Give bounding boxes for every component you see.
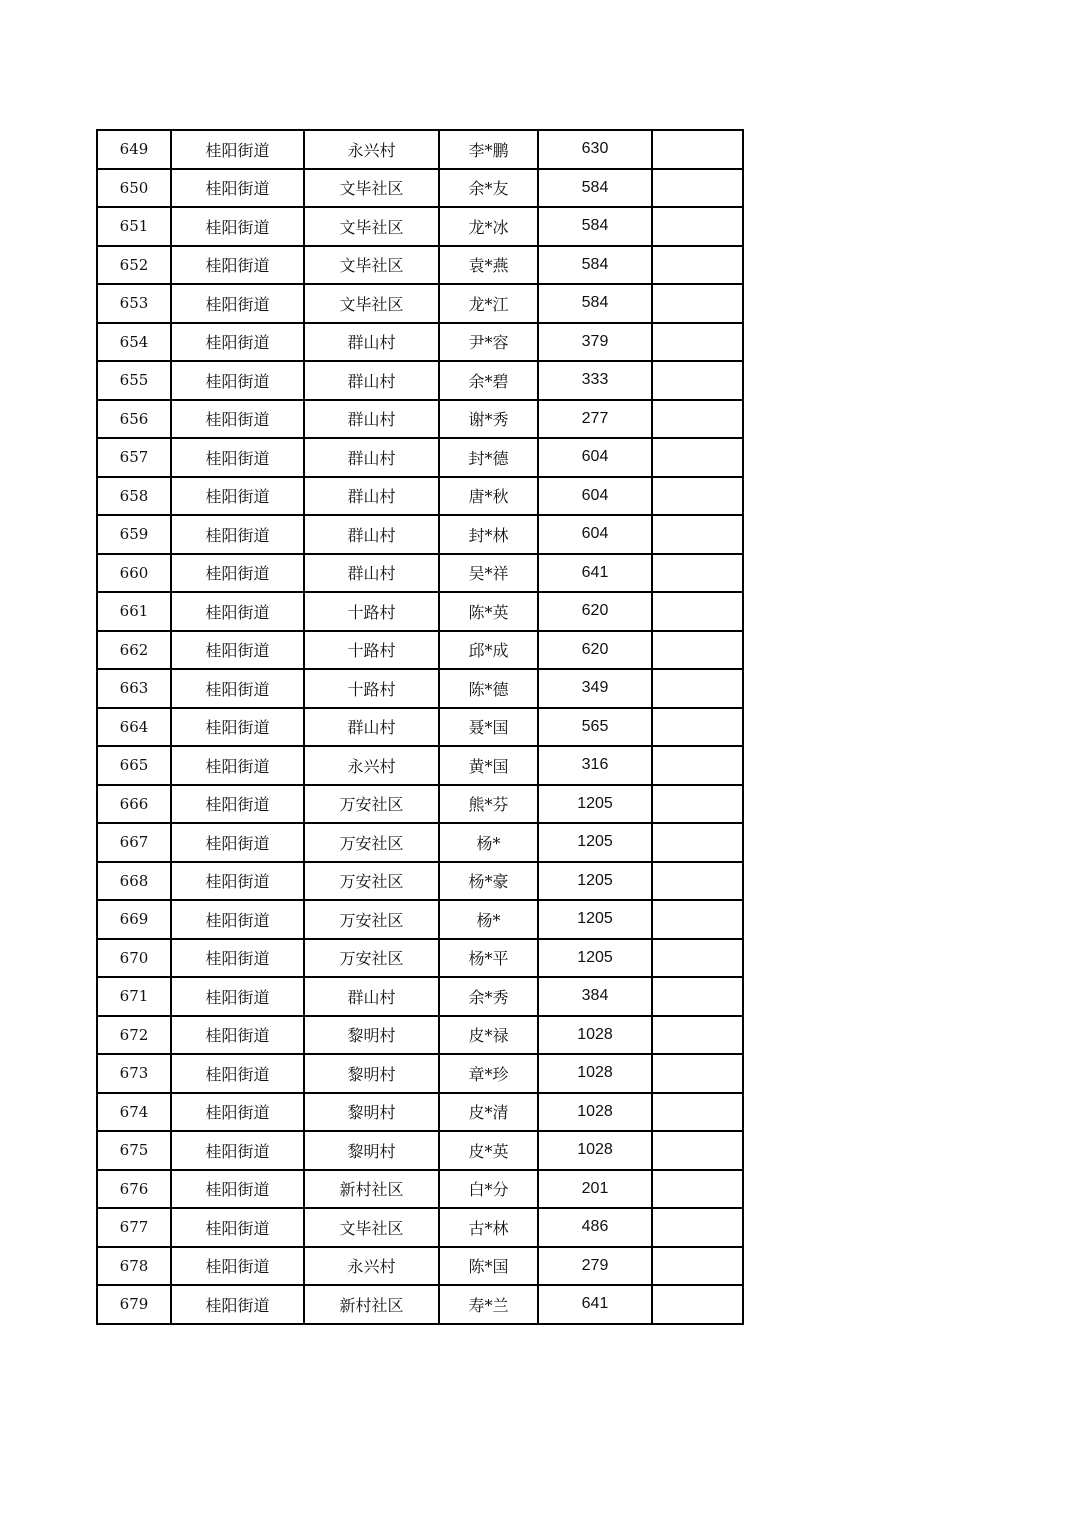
amount-cell: 349 [538, 669, 652, 708]
row-number-cell: 668 [97, 862, 171, 901]
name-cell: 余*秀 [439, 977, 538, 1016]
amount-cell: 584 [538, 246, 652, 285]
village-cell: 文毕社区 [304, 284, 439, 323]
name-cell: 袁*燕 [439, 246, 538, 285]
table-row [97, 169, 743, 208]
town-cell: 桂阳街道 [171, 746, 304, 785]
town-cell: 桂阳街道 [171, 977, 304, 1016]
note-cell [652, 400, 743, 439]
row-number-cell: 674 [97, 1093, 171, 1132]
table-row [97, 823, 743, 862]
amount-cell: 604 [538, 515, 652, 554]
amount-cell: 584 [538, 207, 652, 246]
row-number-cell: 660 [97, 554, 171, 593]
village-cell: 文毕社区 [304, 246, 439, 285]
note-cell [652, 939, 743, 978]
note-cell [652, 1093, 743, 1132]
name-cell: 邱*成 [439, 631, 538, 670]
note-cell [652, 323, 743, 362]
table-row [97, 284, 743, 323]
name-cell: 龙*冰 [439, 207, 538, 246]
amount-cell: 630 [538, 130, 652, 169]
note-cell [652, 592, 743, 631]
village-cell: 群山村 [304, 554, 439, 593]
note-cell [652, 515, 743, 554]
row-number-cell: 676 [97, 1170, 171, 1209]
name-cell: 杨* [439, 900, 538, 939]
table-row [97, 1285, 743, 1324]
note-cell [652, 207, 743, 246]
town-cell: 桂阳街道 [171, 130, 304, 169]
row-number-cell: 666 [97, 785, 171, 824]
table-row [97, 361, 743, 400]
town-cell: 桂阳街道 [171, 438, 304, 477]
name-cell: 古*林 [439, 1208, 538, 1247]
amount-cell: 641 [538, 1285, 652, 1324]
note-cell [652, 785, 743, 824]
village-cell: 群山村 [304, 361, 439, 400]
amount-cell: 565 [538, 708, 652, 747]
name-cell: 谢*秀 [439, 400, 538, 439]
name-cell: 陈*英 [439, 592, 538, 631]
table-row [97, 1016, 743, 1055]
village-cell: 文毕社区 [304, 169, 439, 208]
village-cell: 群山村 [304, 515, 439, 554]
note-cell [652, 1054, 743, 1093]
table-row [97, 708, 743, 747]
amount-cell: 486 [538, 1208, 652, 1247]
name-cell: 皮*禄 [439, 1016, 538, 1055]
note-cell [652, 746, 743, 785]
table-row [97, 1208, 743, 1247]
name-cell: 陈*德 [439, 669, 538, 708]
town-cell: 桂阳街道 [171, 400, 304, 439]
town-cell: 桂阳街道 [171, 477, 304, 516]
note-cell [652, 284, 743, 323]
town-cell: 桂阳街道 [171, 631, 304, 670]
village-cell: 黎明村 [304, 1131, 439, 1170]
name-cell: 尹*容 [439, 323, 538, 362]
amount-cell: 584 [538, 284, 652, 323]
town-cell: 桂阳街道 [171, 1131, 304, 1170]
row-number-cell: 673 [97, 1054, 171, 1093]
name-cell: 封*林 [439, 515, 538, 554]
village-cell: 新村社区 [304, 1285, 439, 1324]
amount-cell: 641 [538, 554, 652, 593]
table-row [97, 246, 743, 285]
row-number-cell: 662 [97, 631, 171, 670]
row-number-cell: 657 [97, 438, 171, 477]
town-cell: 桂阳街道 [171, 1170, 304, 1209]
town-cell: 桂阳街道 [171, 900, 304, 939]
village-cell: 黎明村 [304, 1093, 439, 1132]
note-cell [652, 1170, 743, 1209]
note-cell [652, 1131, 743, 1170]
village-cell: 群山村 [304, 400, 439, 439]
note-cell [652, 169, 743, 208]
amount-cell: 316 [538, 746, 652, 785]
table-row [97, 939, 743, 978]
amount-cell: 604 [538, 477, 652, 516]
table-row [97, 207, 743, 246]
village-cell: 新村社区 [304, 1170, 439, 1209]
note-cell [652, 1247, 743, 1286]
name-cell: 余*碧 [439, 361, 538, 400]
note-cell [652, 823, 743, 862]
row-number-cell: 671 [97, 977, 171, 1016]
row-number-cell: 649 [97, 130, 171, 169]
name-cell: 聂*国 [439, 708, 538, 747]
name-cell: 黄*国 [439, 746, 538, 785]
amount-cell: 620 [538, 631, 652, 670]
table-row [97, 1131, 743, 1170]
amount-cell: 1028 [538, 1016, 652, 1055]
name-cell: 熊*芬 [439, 785, 538, 824]
row-number-cell: 670 [97, 939, 171, 978]
town-cell: 桂阳街道 [171, 1054, 304, 1093]
row-number-cell: 661 [97, 592, 171, 631]
table-row [97, 477, 743, 516]
row-number-cell: 654 [97, 323, 171, 362]
town-cell: 桂阳街道 [171, 1208, 304, 1247]
town-cell: 桂阳街道 [171, 1016, 304, 1055]
amount-cell: 384 [538, 977, 652, 1016]
row-number-cell: 652 [97, 246, 171, 285]
table-row [97, 130, 743, 169]
town-cell: 桂阳街道 [171, 862, 304, 901]
village-cell: 万安社区 [304, 900, 439, 939]
table-row [97, 631, 743, 670]
note-cell [652, 631, 743, 670]
town-cell: 桂阳街道 [171, 515, 304, 554]
table-row [97, 1170, 743, 1209]
row-number-cell: 679 [97, 1285, 171, 1324]
beneficiary-table [96, 129, 744, 1325]
town-cell: 桂阳街道 [171, 785, 304, 824]
row-number-cell: 669 [97, 900, 171, 939]
town-cell: 桂阳街道 [171, 669, 304, 708]
amount-cell: 1028 [538, 1131, 652, 1170]
row-number-cell: 650 [97, 169, 171, 208]
table-row [97, 515, 743, 554]
amount-cell: 1205 [538, 862, 652, 901]
town-cell: 桂阳街道 [171, 284, 304, 323]
row-number-cell: 656 [97, 400, 171, 439]
amount-cell: 1028 [538, 1093, 652, 1132]
name-cell: 杨*平 [439, 939, 538, 978]
amount-cell: 201 [538, 1170, 652, 1209]
village-cell: 十路村 [304, 592, 439, 631]
name-cell: 杨*豪 [439, 862, 538, 901]
name-cell: 李*鹏 [439, 130, 538, 169]
town-cell: 桂阳街道 [171, 592, 304, 631]
town-cell: 桂阳街道 [171, 823, 304, 862]
name-cell: 皮*清 [439, 1093, 538, 1132]
village-cell: 文毕社区 [304, 207, 439, 246]
note-cell [652, 708, 743, 747]
table-row [97, 554, 743, 593]
table-body [97, 130, 743, 1324]
table-row [97, 323, 743, 362]
village-cell: 黎明村 [304, 1016, 439, 1055]
amount-cell: 604 [538, 438, 652, 477]
row-number-cell: 678 [97, 1247, 171, 1286]
village-cell: 万安社区 [304, 862, 439, 901]
town-cell: 桂阳街道 [171, 169, 304, 208]
note-cell [652, 900, 743, 939]
note-cell [652, 1285, 743, 1324]
town-cell: 桂阳街道 [171, 708, 304, 747]
village-cell: 万安社区 [304, 785, 439, 824]
row-number-cell: 655 [97, 361, 171, 400]
village-cell: 群山村 [304, 477, 439, 516]
name-cell: 杨* [439, 823, 538, 862]
name-cell: 章*珍 [439, 1054, 538, 1093]
village-cell: 永兴村 [304, 746, 439, 785]
row-number-cell: 672 [97, 1016, 171, 1055]
note-cell [652, 862, 743, 901]
amount-cell: 1205 [538, 939, 652, 978]
note-cell [652, 977, 743, 1016]
amount-cell: 584 [538, 169, 652, 208]
note-cell [652, 130, 743, 169]
table-row [97, 1093, 743, 1132]
row-number-cell: 665 [97, 746, 171, 785]
table-row [97, 669, 743, 708]
row-number-cell: 663 [97, 669, 171, 708]
row-number-cell: 653 [97, 284, 171, 323]
name-cell: 余*友 [439, 169, 538, 208]
amount-cell: 279 [538, 1247, 652, 1286]
table-row [97, 785, 743, 824]
village-cell: 群山村 [304, 708, 439, 747]
name-cell: 封*德 [439, 438, 538, 477]
village-cell: 群山村 [304, 323, 439, 362]
row-number-cell: 658 [97, 477, 171, 516]
amount-cell: 1205 [538, 823, 652, 862]
amount-cell: 379 [538, 323, 652, 362]
table-row [97, 862, 743, 901]
amount-cell: 333 [538, 361, 652, 400]
row-number-cell: 677 [97, 1208, 171, 1247]
note-cell [652, 1208, 743, 1247]
note-cell [652, 246, 743, 285]
town-cell: 桂阳街道 [171, 1247, 304, 1286]
town-cell: 桂阳街道 [171, 246, 304, 285]
name-cell: 寿*兰 [439, 1285, 538, 1324]
village-cell: 文毕社区 [304, 1208, 439, 1247]
village-cell: 群山村 [304, 438, 439, 477]
village-cell: 万安社区 [304, 823, 439, 862]
table-row [97, 977, 743, 1016]
village-cell: 十路村 [304, 631, 439, 670]
town-cell: 桂阳街道 [171, 939, 304, 978]
table-row [97, 1054, 743, 1093]
name-cell: 白*分 [439, 1170, 538, 1209]
village-cell: 黎明村 [304, 1054, 439, 1093]
table-row [97, 746, 743, 785]
note-cell [652, 361, 743, 400]
row-number-cell: 651 [97, 207, 171, 246]
table-row [97, 592, 743, 631]
row-number-cell: 659 [97, 515, 171, 554]
row-number-cell: 675 [97, 1131, 171, 1170]
amount-cell: 620 [538, 592, 652, 631]
village-cell: 十路村 [304, 669, 439, 708]
row-number-cell: 667 [97, 823, 171, 862]
note-cell [652, 554, 743, 593]
town-cell: 桂阳街道 [171, 361, 304, 400]
town-cell: 桂阳街道 [171, 323, 304, 362]
town-cell: 桂阳街道 [171, 1285, 304, 1324]
note-cell [652, 669, 743, 708]
table-row [97, 900, 743, 939]
amount-cell: 1205 [538, 900, 652, 939]
note-cell [652, 477, 743, 516]
name-cell: 吴*祥 [439, 554, 538, 593]
name-cell: 陈*国 [439, 1247, 538, 1286]
name-cell: 龙*江 [439, 284, 538, 323]
table-row [97, 438, 743, 477]
table-row [97, 400, 743, 439]
town-cell: 桂阳街道 [171, 207, 304, 246]
town-cell: 桂阳街道 [171, 1093, 304, 1132]
name-cell: 皮*英 [439, 1131, 538, 1170]
village-cell: 永兴村 [304, 130, 439, 169]
row-number-cell: 664 [97, 708, 171, 747]
table-row [97, 1247, 743, 1286]
amount-cell: 1028 [538, 1054, 652, 1093]
amount-cell: 1205 [538, 785, 652, 824]
village-cell: 万安社区 [304, 939, 439, 978]
village-cell: 群山村 [304, 977, 439, 1016]
name-cell: 唐*秋 [439, 477, 538, 516]
note-cell [652, 1016, 743, 1055]
village-cell: 永兴村 [304, 1247, 439, 1286]
note-cell [652, 438, 743, 477]
town-cell: 桂阳街道 [171, 554, 304, 593]
amount-cell: 277 [538, 400, 652, 439]
